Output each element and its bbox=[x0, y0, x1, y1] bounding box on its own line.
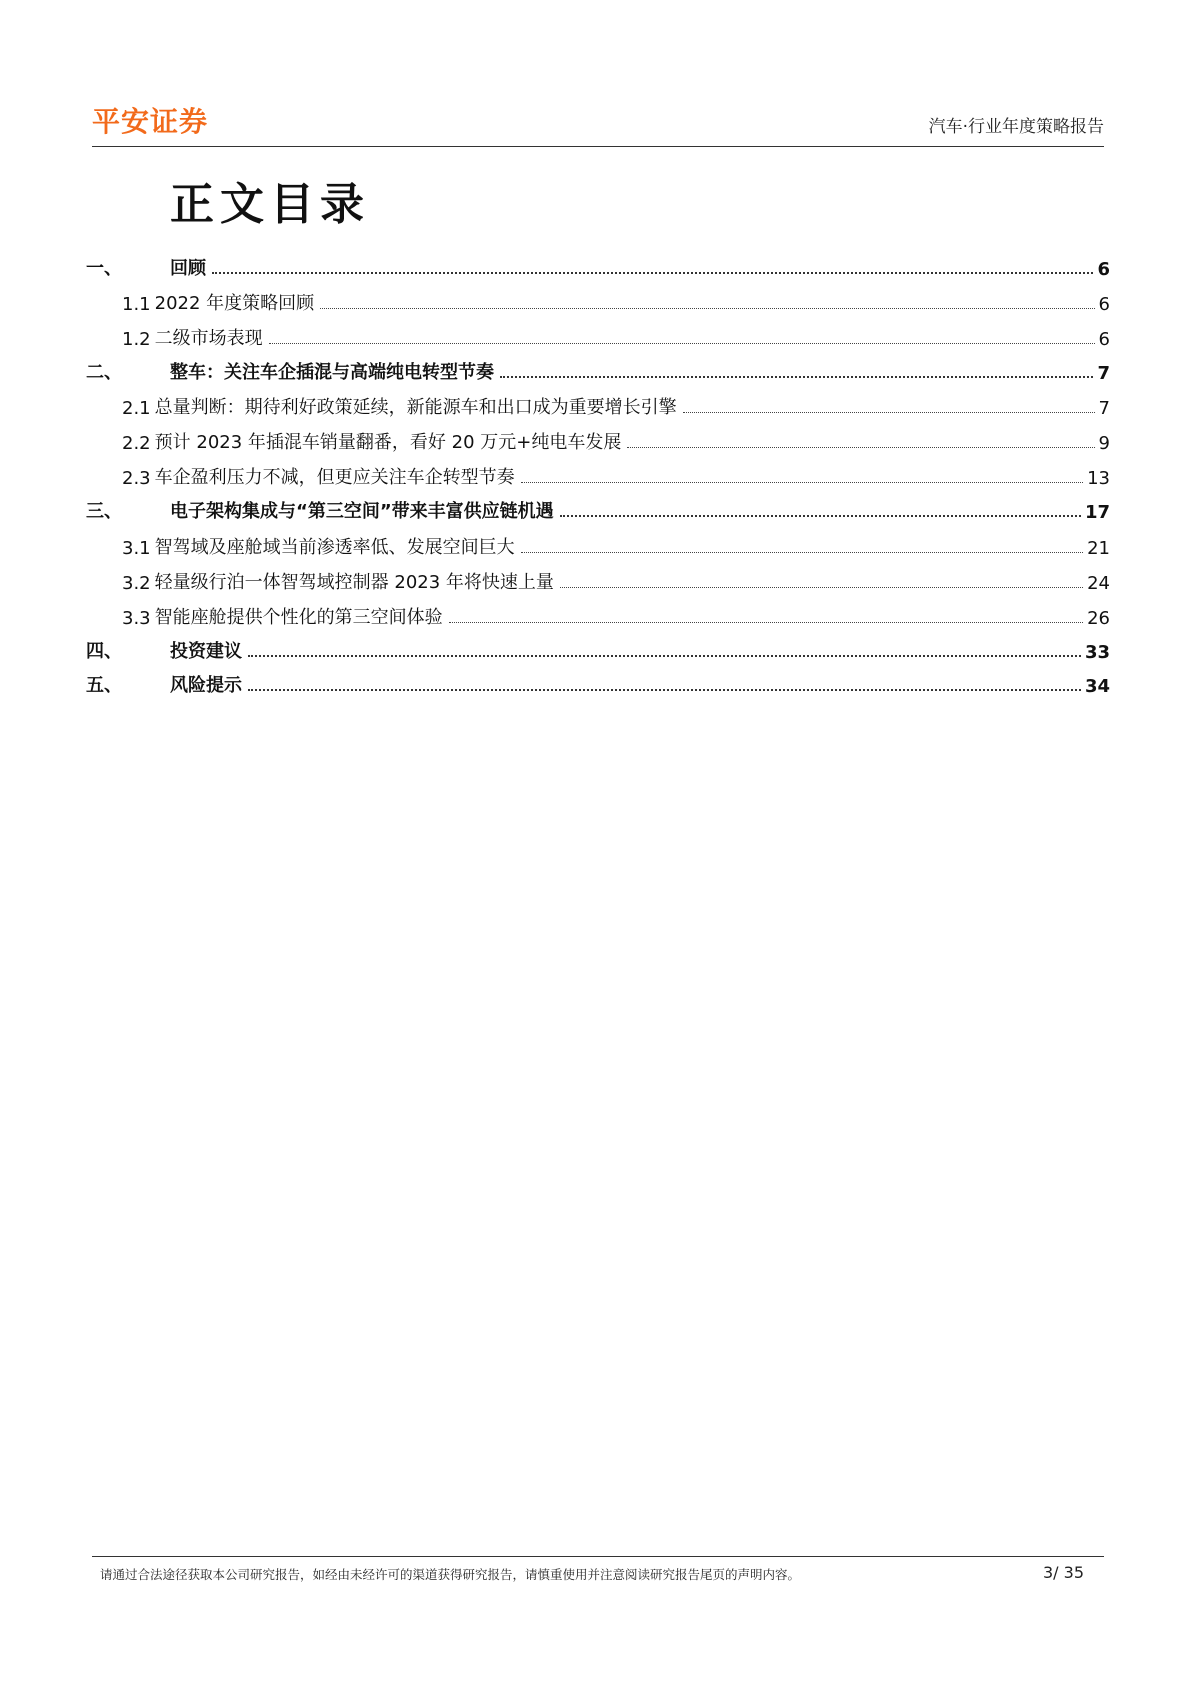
toc-entry[interactable] bbox=[86, 493, 1110, 523]
toc-entry-page: 6 bbox=[1097, 259, 1110, 280]
toc-entry-label: 总量判断：期待利好政策延续，新能源车和出口成为重要增长引擎 bbox=[154, 397, 677, 418]
dot-leader bbox=[560, 586, 1083, 588]
toc-entry-label: 智能座舱提供个性化的第三空间体验 bbox=[154, 607, 443, 628]
toc-entry-number: 2.2 bbox=[122, 433, 151, 454]
toc-entry[interactable] bbox=[86, 320, 1110, 350]
toc-entry-number: 3.1 bbox=[122, 538, 151, 559]
toc-entry-number: 五、 bbox=[86, 675, 122, 696]
report-type: 汽车·行业年度策略报告 bbox=[928, 117, 1104, 137]
toc-entry[interactable] bbox=[86, 599, 1110, 629]
toc-entry-number: 1.2 bbox=[122, 329, 151, 350]
toc-entry-page: 13 bbox=[1087, 468, 1110, 489]
toc-entry-label: 智驾域及座舱域当前渗透率低、发展空间巨大 bbox=[154, 537, 515, 558]
dot-leader bbox=[269, 342, 1095, 344]
dot-leader bbox=[627, 446, 1094, 448]
dot-leader bbox=[560, 514, 1081, 517]
toc-entry-label: 轻量级行泊一体智驾域控制器 2023 年将快速上量 bbox=[154, 572, 554, 593]
toc-entry-label: 2022 年度策略回顾 bbox=[154, 293, 315, 314]
toc-entry[interactable] bbox=[86, 459, 1110, 489]
dot-leader bbox=[248, 688, 1081, 691]
toc-entry[interactable] bbox=[86, 667, 1110, 697]
toc-entry-label: 回顾 bbox=[170, 258, 206, 279]
toc-entry-label: 车企盈利压力不减，但更应关注车企转型节奏 bbox=[154, 467, 515, 488]
toc-entry-number: 2.1 bbox=[122, 398, 151, 419]
toc-entry-label: 整车：关注车企插混与高端纯电转型节奏 bbox=[170, 362, 494, 383]
toc-entry-page: 24 bbox=[1087, 573, 1110, 594]
toc-entry-page: 33 bbox=[1084, 642, 1110, 663]
toc-entry-number: 二、 bbox=[86, 362, 122, 383]
dot-leader bbox=[248, 654, 1081, 657]
dot-leader bbox=[521, 481, 1083, 483]
disclaimer-note: 请通过合法途径获取本公司研究报告，如经由未经许可的渠道获得研究报告，请慎重使用并注意阅读研究报告尾页的声明内容。 bbox=[100, 1567, 801, 1582]
toc-entry[interactable] bbox=[86, 389, 1110, 419]
toc-entry-page: 21 bbox=[1087, 538, 1110, 559]
toc-entry-page: 17 bbox=[1084, 502, 1110, 523]
page-header bbox=[92, 94, 1104, 147]
toc-entry-number: 三、 bbox=[86, 501, 122, 522]
toc-entry-label: 预计 2023 年插混车销量翻番，看好 20 万元+纯电车发展 bbox=[154, 432, 622, 453]
toc-entry-page: 6 bbox=[1098, 294, 1110, 315]
toc-entry-label: 二级市场表现 bbox=[154, 328, 263, 349]
toc-entry-page: 6 bbox=[1098, 329, 1110, 350]
dot-leader bbox=[212, 271, 1093, 274]
dot-leader bbox=[500, 375, 1093, 378]
toc-entry-page: 9 bbox=[1098, 433, 1110, 454]
toc-entry-label: 投资建议 bbox=[170, 641, 242, 662]
dot-leader bbox=[320, 307, 1094, 309]
toc-title: 正文目录 bbox=[170, 179, 370, 230]
toc-entry-number: 四、 bbox=[86, 641, 122, 662]
toc-entry[interactable] bbox=[86, 285, 1110, 315]
page-footer bbox=[92, 1556, 1104, 1587]
toc-entry-label: 风险提示 bbox=[170, 675, 242, 696]
company-logo: 平安证券 bbox=[92, 105, 209, 138]
toc-entry-page: 26 bbox=[1087, 608, 1110, 629]
toc-entry-page: 7 bbox=[1097, 363, 1110, 384]
toc-entry[interactable] bbox=[86, 354, 1110, 384]
toc-entry-number: 3.2 bbox=[122, 573, 151, 594]
toc-entry[interactable] bbox=[86, 564, 1110, 594]
toc-entry[interactable] bbox=[86, 633, 1110, 663]
toc-entry-page: 34 bbox=[1084, 676, 1110, 697]
toc-entry-number: 一、 bbox=[86, 258, 122, 279]
toc-entry[interactable] bbox=[86, 250, 1110, 280]
dot-leader bbox=[683, 411, 1095, 413]
page-number: 3/ 35 bbox=[1042, 1563, 1084, 1582]
dot-leader bbox=[521, 551, 1083, 553]
toc-entry[interactable] bbox=[86, 529, 1110, 559]
toc-entry-page: 7 bbox=[1098, 398, 1110, 419]
toc-entry-label: 电子架构集成与“第三空间”带来丰富供应链机遇 bbox=[170, 501, 554, 522]
toc-entry[interactable] bbox=[86, 424, 1110, 454]
toc-entry-number: 1.1 bbox=[122, 294, 151, 315]
toc-entry-number: 2.3 bbox=[122, 468, 151, 489]
toc-entry-number: 3.3 bbox=[122, 608, 151, 629]
dot-leader bbox=[449, 621, 1083, 623]
